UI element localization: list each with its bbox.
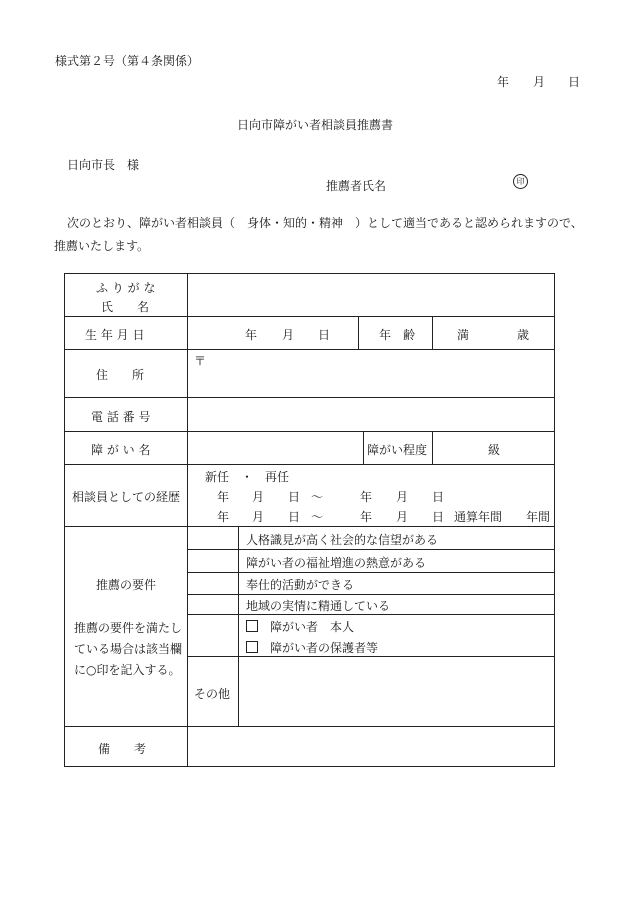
addressee: 日向市長 様 xyxy=(67,158,140,172)
career-tilde-2: ～ xyxy=(311,510,324,524)
requirement-item-2: 障がい者の福祉増進の熱意がある xyxy=(246,556,427,570)
age-label: 年 齢 xyxy=(379,328,416,342)
checkbox-guardian-label: 障がい者の保護者等 xyxy=(270,641,379,655)
requirement-item-4: 地域の実情に精通している xyxy=(246,599,391,613)
birth-year-label: 年 xyxy=(245,328,258,342)
disability-name-label: 障 が い 名 xyxy=(91,443,151,457)
date-day-label: 日 xyxy=(568,75,581,89)
career-from-day: 日 xyxy=(288,490,301,504)
req-divider xyxy=(187,594,555,595)
other-label: その他 xyxy=(194,687,231,701)
birth-month-label: 月 xyxy=(282,328,295,342)
document-title: 日向市障がい者相談員推薦書 xyxy=(236,118,393,132)
disability-level-label: 障がい程度 xyxy=(367,443,428,457)
career-to-year: 年 xyxy=(360,490,373,504)
birthdate-label: 生 年 月 日 xyxy=(85,328,145,342)
label-column-divider xyxy=(187,273,188,767)
total-years-label: 通算年間 xyxy=(454,510,503,524)
form-number: 様式第２号（第４条関係） xyxy=(55,54,200,68)
career-tilde: ～ xyxy=(311,490,324,504)
age-man-label: 満 xyxy=(457,328,470,342)
career-from-month-2: 月 xyxy=(252,510,265,524)
col-divider xyxy=(358,316,359,349)
req-divider xyxy=(187,549,555,550)
row-divider xyxy=(64,397,555,398)
career-from-year-2: 年 xyxy=(217,510,230,524)
name-label: 氏 名 xyxy=(101,300,150,314)
row-divider xyxy=(64,464,555,465)
career-to-day-2: 日 xyxy=(432,510,445,524)
requirements-note-line3: に○印を記入する。 xyxy=(74,663,181,677)
col-divider xyxy=(363,431,364,464)
req-divider xyxy=(187,656,555,657)
career-label: 相談員としての経歴 xyxy=(72,490,181,504)
row-divider xyxy=(64,526,555,527)
age-sai-label: 歳 xyxy=(517,328,530,342)
req-divider xyxy=(187,572,555,573)
checkbox-self-label: 障がい者 本人 xyxy=(270,620,355,634)
career-from-year: 年 xyxy=(217,490,230,504)
row-divider xyxy=(64,349,555,350)
date-month-label: 月 xyxy=(533,75,546,89)
address-label: 住 所 xyxy=(96,368,145,382)
row-divider xyxy=(64,726,555,727)
career-to-year-2: 年 xyxy=(360,510,373,524)
checkbox-guardian[interactable] xyxy=(246,641,258,653)
postal-mark: 〒 xyxy=(194,354,207,368)
row-divider xyxy=(64,431,555,432)
phone-label: 電 話 番 号 xyxy=(91,410,151,424)
date-year-label: 年 xyxy=(497,75,510,89)
career-to-month: 月 xyxy=(396,490,409,504)
recommendation-paragraph-line1: 次のとおり、障がい者相談員（ 身体・知的・精神 ）として適当であると認められますので、 xyxy=(67,216,583,230)
career-from-month: 月 xyxy=(252,490,265,504)
career-to-month-2: 月 xyxy=(396,510,409,524)
requirements-note-line1: 推薦の要件を満たし xyxy=(74,621,183,635)
years-unit: 年間 xyxy=(526,510,551,524)
recommender-name-label: 推薦者氏名 xyxy=(326,179,387,193)
disability-level-unit: 級 xyxy=(488,443,501,457)
career-from-day-2: 日 xyxy=(288,510,301,524)
requirements-note-line2: ている場合は該当欄 xyxy=(74,642,183,656)
recommendation-paragraph-line2: 推薦いたします。 xyxy=(54,239,150,253)
birth-day-label: 日 xyxy=(318,328,331,342)
career-to-day: 日 xyxy=(432,490,445,504)
req-divider xyxy=(187,614,555,615)
row-divider xyxy=(64,316,555,317)
col-divider xyxy=(432,431,433,464)
checkbox-self[interactable] xyxy=(246,620,258,632)
new-or-renew: 新任 ・ 再任 xyxy=(205,470,290,484)
requirement-item-1: 人格識見が高く社会的な信望がある xyxy=(246,533,439,547)
check-column-divider xyxy=(238,526,239,726)
requirement-item-3: 奉仕的活動ができる xyxy=(246,578,355,592)
checkbox-guardian-row xyxy=(246,639,378,656)
furigana-label: ふ り が な xyxy=(96,281,156,295)
checkbox-self-row xyxy=(246,618,354,635)
seal-mark: 印 xyxy=(513,174,528,189)
col-divider xyxy=(432,316,433,349)
remarks-label: 備 考 xyxy=(98,742,147,756)
requirements-label: 推薦の要件 xyxy=(96,578,157,592)
